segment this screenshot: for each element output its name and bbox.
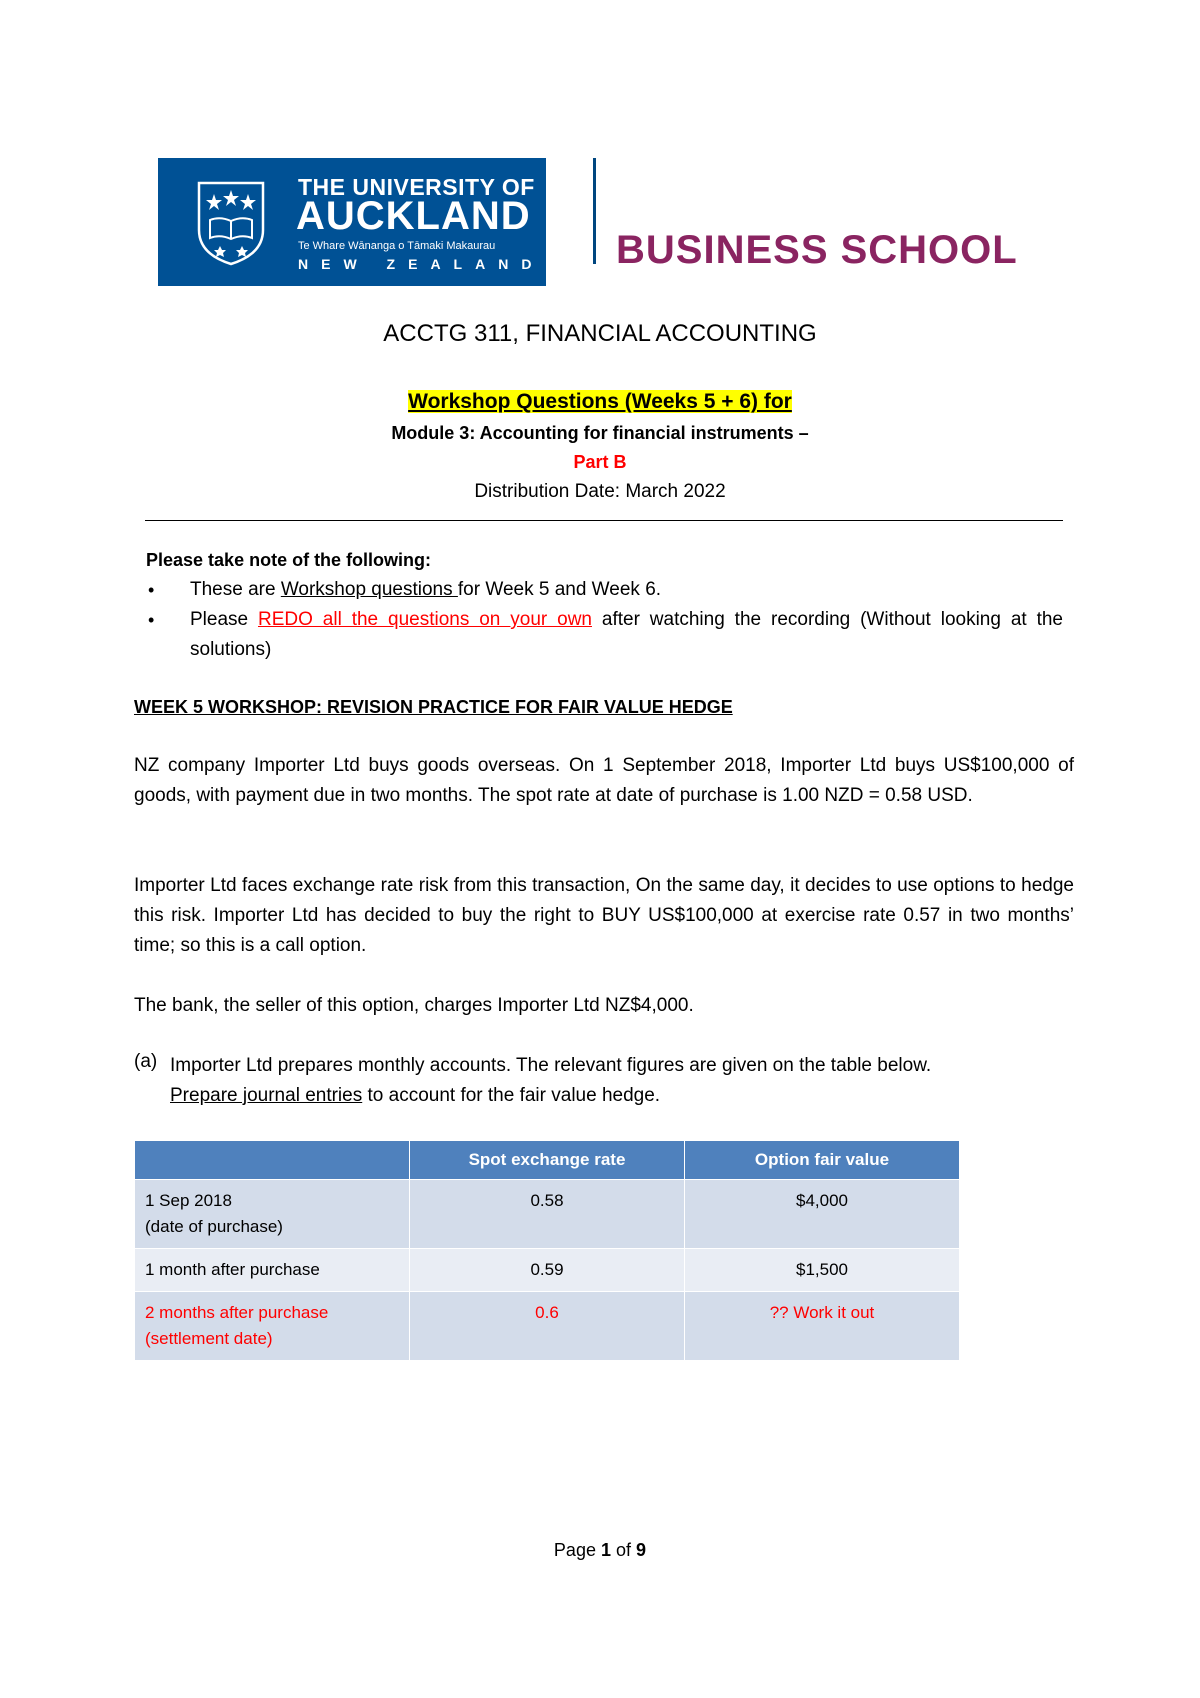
row-label [135, 1180, 410, 1249]
module-title: Module 3: Accounting for financial instruments – [391, 423, 809, 443]
table-row [135, 1180, 960, 1249]
logo-text-line1: THE UNIVERSITY OF [298, 174, 535, 200]
row-label-line1: 1 Sep 2018 [145, 1191, 232, 1210]
logo-text-auckland: AUCKLAND [296, 194, 531, 238]
fair-value-cell: $1,500 [685, 1249, 960, 1292]
workshop-heading [0, 390, 1200, 414]
note-bullet-2 [190, 605, 1063, 665]
note-2-pre: Please [190, 609, 258, 630]
fair-value-cell: $4,000 [685, 1180, 960, 1249]
table-header-spot-rate: Spot exchange rate [410, 1141, 685, 1180]
paragraph-2: Importer Ltd faces exchange rate risk from this transaction, On the same day, it decides to use options to hedge this risk. Importer Ltd has decided to buy the right to BUY US$100,000 at exercise rate 0.57 in two months’ time; so this is a call option. [134, 875, 1074, 956]
note-1-post: for Week 5 and Week 6. [457, 579, 662, 600]
logo-text-maori: Te Whare Wānanga o Tāmaki Makaurau [298, 240, 496, 252]
part-label: Part B [573, 452, 627, 472]
paragraph-1: NZ company Importer Ltd buys goods overseas. On 1 September 2018, Importer Ltd buys US$100,000 of goods, with payment due in two months. The spot rate at date of purchase is 1.00 NZD = 0.58 USD. [134, 755, 1074, 806]
row-label-line2: (settlement date) [145, 1329, 273, 1348]
workshop-heading-text: Workshop Questions (Weeks 5 + 6) for [408, 390, 792, 413]
fair-value-cell: ?? Work it out [685, 1292, 960, 1361]
note-1-underlined: Workshop questions [280, 579, 458, 600]
notes-heading: Please take note of the following: [146, 550, 432, 570]
note-1-pre: These are [190, 579, 281, 600]
logo-text-new-zealand: NEW ZEALAND [298, 256, 545, 272]
table-header-option-value: Option fair value [685, 1141, 960, 1180]
question-a-line1: Importer Ltd prepares monthly accounts. The relevant figures are given on the table below. [170, 1055, 932, 1076]
spot-rate-cell: 0.58 [410, 1180, 685, 1249]
table-row [135, 1249, 960, 1292]
distribution-date: Distribution Date: March 2022 [474, 481, 726, 502]
horizontal-rule [145, 520, 1063, 521]
row-label-line1: 1 month after purchase [145, 1260, 320, 1279]
footer-page-word: Page [553, 1540, 596, 1560]
question-a-line2: to account for the fair value hedge. [362, 1085, 661, 1106]
bullet-icon: • [148, 580, 155, 600]
row-label [135, 1292, 410, 1361]
spot-rate-cell: 0.6 [410, 1292, 685, 1361]
footer-page-number: 1 [600, 1540, 611, 1560]
week5-heading: WEEK 5 WORKSHOP: REVISION PRACTICE FOR FAIR VALUE HEDGE [134, 697, 733, 717]
rates-table [134, 1140, 960, 1361]
university-crest-icon [196, 180, 266, 266]
note-bullet-1 [190, 575, 1063, 605]
table-row [135, 1292, 960, 1361]
business-school-title: BUSINESS SCHOOL [616, 228, 1018, 272]
question-a-underlined: Prepare journal entries [170, 1085, 363, 1106]
question-a-label: (a) [134, 1051, 158, 1072]
note-2-red-underlined: REDO all the questions on your own [258, 609, 592, 630]
question-a-text [170, 1051, 1074, 1111]
row-label-line1: 2 months after purchase [145, 1303, 329, 1322]
table-header-row [135, 1141, 960, 1180]
header-divider [593, 158, 596, 264]
spot-rate-cell: 0.59 [410, 1249, 685, 1292]
row-label [135, 1249, 410, 1292]
note-2-post: after watching the recording (Without looking at the solutions) [190, 609, 1063, 660]
table-header-empty [135, 1141, 410, 1180]
paragraph-3: The bank, the seller of this option, charges Importer Ltd NZ$4,000. [134, 995, 694, 1016]
university-logo [158, 158, 546, 286]
row-label-line2: (date of purchase) [145, 1217, 283, 1236]
course-title: ACCTG 311, FINANCIAL ACCOUNTING [383, 320, 817, 347]
page-footer [0, 1540, 1200, 1561]
bullet-icon: • [148, 610, 155, 630]
footer-of-word: of [616, 1540, 632, 1560]
footer-page-total: 9 [636, 1540, 647, 1560]
